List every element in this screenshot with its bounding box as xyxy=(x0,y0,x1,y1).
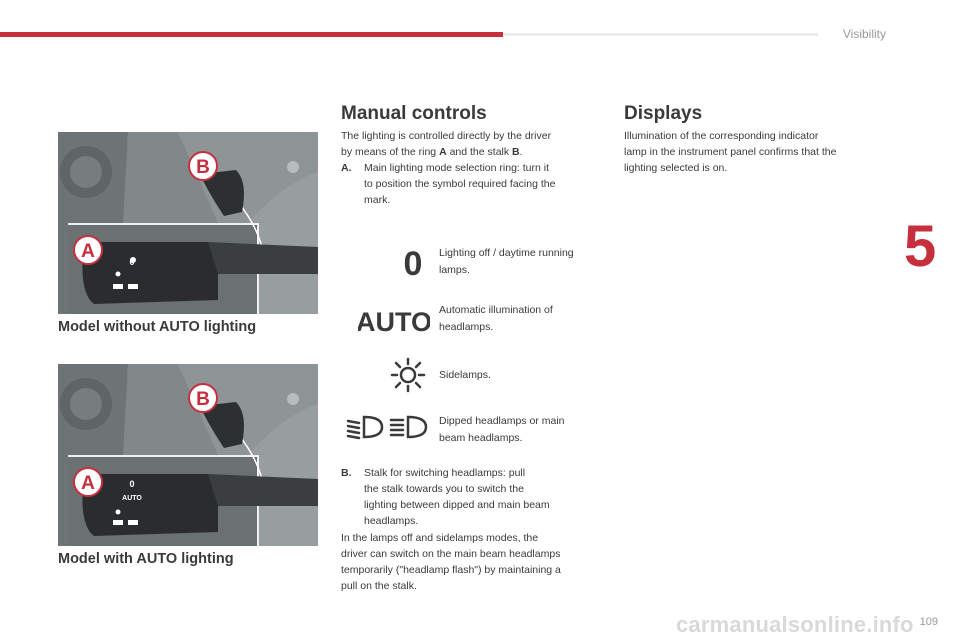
page-number: 109 xyxy=(919,616,938,628)
caption-with-auto: Model with AUTO lighting xyxy=(58,551,234,567)
lighting-off-icon xyxy=(402,248,424,283)
sidelamps-text: Sidelamps. xyxy=(439,369,491,381)
svg-text:AUTO: AUTO xyxy=(358,307,430,335)
headlamps-icon xyxy=(346,412,430,447)
label-b: B xyxy=(196,389,210,410)
model-without-auto-photo xyxy=(58,132,318,314)
manual-intro: The lighting is controlled directly by the driver by means of the ring A and the stalk B. xyxy=(341,130,552,158)
headlamps-text: Dipped headlamps or main beam headlamps. xyxy=(439,415,565,444)
manual-controls-title: Manual controls xyxy=(341,103,487,124)
ring-mark-auto: AUTO xyxy=(122,495,142,502)
model-with-auto-photo xyxy=(58,364,318,546)
header-divider xyxy=(503,33,818,36)
flash-note: In the lamps off and sidelamps modes, the driver can switch on the main beam headlamps temporarily ("headlamp flash") by maintaining a pull on the stalk. xyxy=(341,532,561,592)
auto-lighting-icon xyxy=(358,305,430,340)
ring-mark-0: 0 xyxy=(129,257,135,267)
label-b: B xyxy=(196,157,210,178)
lighting-off-text: Lighting off / daytime running lamps. xyxy=(439,247,574,276)
item-b: B. Stalk for switching headlamps: pull the stalk towards you to switch the lighting between dipped and main beam headlamps. xyxy=(341,467,550,527)
displays-title: Displays xyxy=(624,103,703,124)
ring-mark-0: 0 xyxy=(129,479,135,489)
displays-text: Illumination of the corresponding indicator lamp in the instrument panel confirms that the lighting selected is on. xyxy=(624,130,837,174)
item-a: A. Main lighting mode selection ring: turn it to position the symbol required facing the mark. xyxy=(341,162,556,206)
sidelamps-icon xyxy=(390,357,426,398)
chapter-number: 5 xyxy=(904,214,937,279)
auto-lighting-text: Automatic illumination of headlamps. xyxy=(439,304,553,333)
label-a: A xyxy=(81,473,95,494)
section-title: Visibility xyxy=(842,27,886,41)
svg-text:0: 0 xyxy=(403,248,423,278)
header-accent-bar xyxy=(0,32,503,37)
label-a: A xyxy=(81,241,95,262)
caption-without-auto: Model without AUTO lighting xyxy=(58,319,257,335)
watermark: carmanualsonline.info xyxy=(676,612,914,637)
